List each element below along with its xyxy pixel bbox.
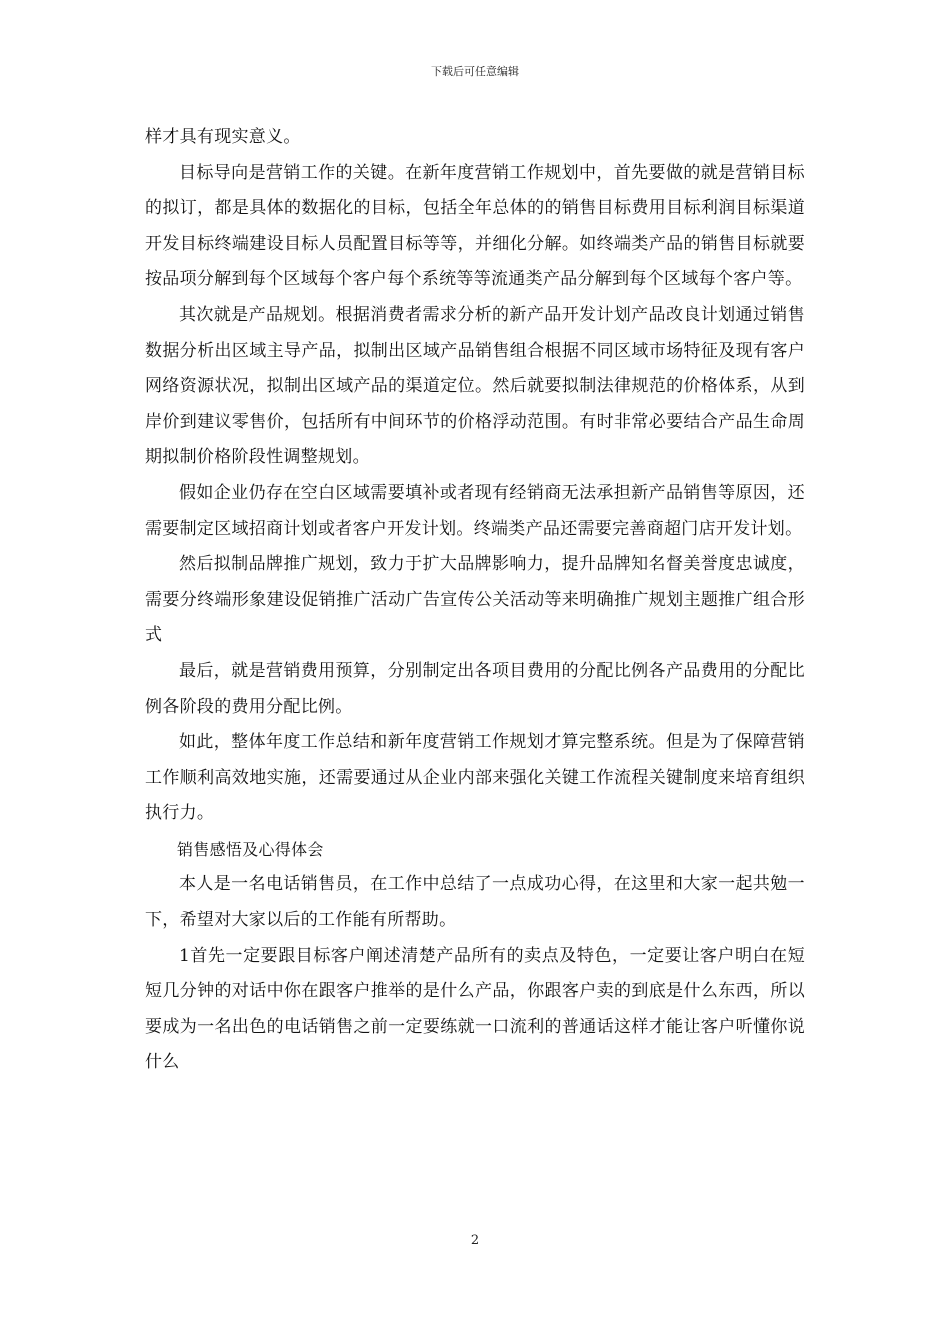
paragraph-region-recruitment: 假如企业仍存在空白区域需要填补或者现有经销商无法承担新产品销售等原因，还需要制定区域招商计划或者客户开发计划。终端类产品还需要完善商超门店开发计划。 [145, 482, 805, 539]
paragraph-goal-orientation: 目标导向是营销工作的关键。在新年度营销工作规划中，首先要做的就是营销目标的拟订，都是具体的数据化的目标，包括全年总体的的销售目标费用目标利润目标渠道开发目标终端建设目标人员配置目标等等，并细化分解。如终端类产品的销售目标就要按品项分解到每个区域每个客户每个系统等等流通类产品分解到每个区域每个客户等。 [145, 162, 805, 290]
page-header: 下载后可任意编辑 [431, 65, 519, 78]
paragraph-brand-promotion: 然后拟制品牌推广规划，致力于扩大品牌影响力，提升品牌知名督美誉度忠诚度，需要分终端形象建设促销推广活动广告宣传公关活动等来明确推广规划主题推广组合形式 [145, 554, 805, 646]
paragraph-tip-1: 1首先一定要跟目标客户阐述清楚产品所有的卖点及特色，一定要让客户明白在短短几分钟的对话中你在跟客户推举的是什么产品，你跟客户卖的到底是什么东西，所以要成为一名出色的电话销售之前一定要练就一口流利的普通话这样才能让客户听懂你说什么 [145, 945, 805, 1073]
paragraph-continuation: 样才具有现实意义。 [145, 127, 301, 147]
document-body [145, 120, 805, 1081]
section-heading: 销售感悟及心得体会 [177, 839, 324, 859]
paragraph-intro-salesperson: 本人是一名电话销售员，在工作中总结了一点成功心得，在这里和大家一起共勉一下，希望对大家以后的工作能有所帮助。 [145, 874, 805, 931]
page-number: 2 [470, 1233, 480, 1248]
paragraph-budget: 最后，就是营销费用预算，分别制定出各项目费用的分配比例各产品费用的分配比例各阶段的费用分配比例。 [145, 660, 805, 717]
paragraph-conclusion: 如此，整体年度工作总结和新年度营销工作规划才算完整系统。但是为了保障营销工作顺利高效地实施，还需要通过从企业内部来强化关键工作流程关键制度来培育组织执行力。 [145, 732, 805, 824]
paragraph-product-planning: 其次就是产品规划。根据消费者需求分析的新产品开发计划产品改良计划通过销售数据分析出区域主导产品，拟制出区域产品销售组合根据不同区域市场特征及现有客户网络资源状况，拟制出区域产品的渠道定位。然后就要拟制法律规范的价格体系，从到岸价到建议零售价，包括所有中间环节的价格浮动范围。有时非常必要结合产品生命周期拟制价格阶段性调整规划。 [145, 304, 805, 468]
